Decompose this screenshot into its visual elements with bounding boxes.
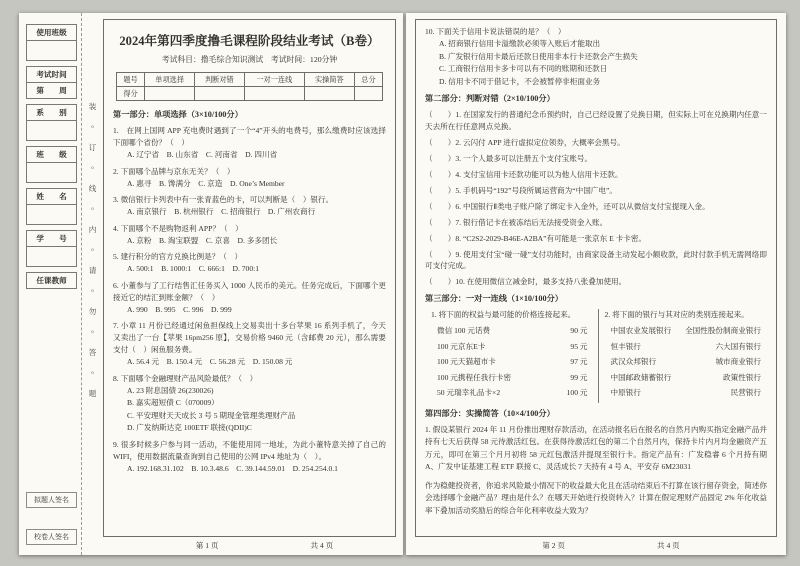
page-number: 第 1 页	[195, 540, 219, 550]
page1-footer	[103, 537, 396, 553]
judge-item-text: 6. 中国银行Ⅱ类电子账户除了绑定卡入金外，还可以从微信支付宝提现入金。	[455, 201, 710, 211]
question-option-a: A. 招商银行信用卡溢缴款必须等入账后才能取出	[439, 39, 601, 48]
page1-content-frame	[103, 19, 396, 537]
match-left: 中国农业发展银行	[610, 326, 672, 335]
judge-item-5	[425, 185, 767, 197]
matching-row	[605, 356, 764, 367]
matching-row	[431, 341, 590, 352]
matching-row	[605, 341, 764, 352]
score-header-cell: 单项选择	[145, 73, 195, 87]
question-option-c: C. 平安理财天天成长 3 号 5 期现金管理类理财产品	[127, 410, 296, 420]
judge-item-text: 1. 在国家发行的普通纪念币预约时，自己已经设置了兑换日期，但实际上可在兑换期内任意一天去所在行任意网点兑换。	[425, 110, 768, 131]
question-option-d: D. 广发纳斯达克 100ETF 联接(QDII)C	[127, 423, 252, 432]
question-3	[113, 194, 386, 219]
question-options: A. 500:1 B. 1000:1 C. 666:1 D. 700:1	[127, 264, 260, 273]
matching-block-1	[425, 309, 599, 403]
matching-row	[605, 387, 764, 398]
answer-blank: （ ）	[425, 217, 456, 227]
exam-page-1	[19, 13, 403, 555]
judge-item-text: 9. 使用支付宝“碰一碰”支付功能时，由商家设备主动发起小额收款，此时付款手机无需网络即可支付完成。	[425, 249, 767, 270]
page2-footer	[415, 537, 777, 553]
match-left: 50 元瑞幸礼品卡×2	[437, 388, 501, 397]
score-empty-cell	[145, 87, 195, 101]
question-stem: 6. 小董参与了工行结售汇任务买入 1000 人民币的美元。任务完成后，下面哪个更接近它的结汇到账金额？（ ）	[113, 280, 386, 302]
match-left: 中国邮政储蓄银行	[610, 372, 672, 382]
binding-separator: o	[91, 124, 94, 130]
match-left: 100 元天猫超市卡	[437, 357, 496, 366]
match-left: 100 元携程任我行卡密	[437, 372, 512, 382]
short-answer-question: 1. 假设某银行 2024 年 11 月份推出理财存款活动，在活动报名后在报名的自然月内购买指定金融产品并持有七天后获得 58 元待激活红包。在获得待激活红包的第二个自然月内，保持卡片内月均金融资产五万元，即可在第三个月月初将 58 元红包激活并提现至银行卡。指定产品有：广发稳睿 6 个月持有期 A、广发中证基建工程 ETF 联接 C、灵活成长 7 天持有 4 号 A、平安存 6M23031	[425, 424, 767, 471]
answer-blank: （ ）	[425, 233, 456, 243]
score-table-header-row	[116, 73, 383, 87]
answer-blank: （ ）	[425, 249, 456, 259]
judge-item-1	[425, 109, 767, 132]
judge-item-text: 3. 一个人最多可以注册五个支付宝账号。	[455, 153, 593, 163]
page-total: 共 4 页	[310, 540, 334, 550]
question-stem: 7. 小章 11 月份已经通过闲鱼担保线上交易卖出十多台苹果 16 系列手机了，今天又卖出了一台【苹果 16pm256 原】，交易价格 9460 元（含邮费 20 元），那么需要支付（ ）闲鱼服务费。	[113, 321, 386, 354]
binding-char: 线	[88, 184, 97, 193]
class-field	[26, 162, 77, 183]
answer-blank: （ ）	[425, 169, 456, 179]
binding-separator: o	[91, 370, 94, 376]
question-5	[113, 251, 386, 276]
answer-blank: （ ）	[425, 110, 456, 119]
exam-subtitle: 考试科目：撸毛综合知识测试 考试时间：120分钟	[161, 55, 338, 64]
matching-row	[431, 387, 590, 398]
answer-blank: （ ）	[425, 277, 456, 286]
answer-blank: （ ）	[425, 201, 456, 211]
binding-separator: o	[91, 165, 94, 171]
question-option-a: A. 23 附息国债 26(230026)	[127, 385, 214, 395]
question-options: A. 192.168.31.102 B. 10.3.48.6 C. 39.144.59.01 D. 254.254.0.1	[127, 463, 338, 473]
binding-char: 订	[88, 143, 97, 152]
binding-char: 勿	[88, 307, 97, 316]
short-answer-question-continued: 作为稳健投资者，你追求风险最小情况下的收益最大化且在活动结束后不打算在该行留存资金，简述你会选择哪个金融产品？理由是什么？在哪天开始进行投资转入？计算在假定理财产品固定 2% 年化收益率下叠加活动奖励后的综合年化利率收益大致为？	[425, 480, 767, 515]
department-label: 系 别	[26, 104, 77, 121]
score-table-score-row	[116, 87, 383, 101]
binding-separator: o	[91, 329, 94, 335]
question-setter-sign-label: 拟题人签名	[26, 492, 77, 508]
part4-heading: 第四部分：实操简答（10×4/100分）	[425, 408, 555, 418]
page2-content-frame	[415, 19, 777, 537]
question-options: A. 辽宁省 B. 山东省 C. 河南省 D. 四川省	[127, 150, 278, 159]
matching-row	[605, 325, 764, 336]
match-right: 全国性股份制商业银行	[685, 326, 761, 335]
question-stem: 4. 下面哪个不是购物返利 APP？（ ）	[113, 223, 243, 233]
binding-separator: o	[91, 247, 94, 253]
match-right: 90 元	[570, 326, 588, 335]
score-header-cell: 题号	[116, 73, 145, 87]
judge-item-text: 7. 银行借记卡在被冻结后无法接受资金入账。	[455, 217, 608, 227]
question-options: A. 京粉 B. 淘宝联盟 C. 京喜 D. 多多团长	[127, 235, 278, 245]
judge-item-2	[425, 137, 767, 149]
question-option-b: B. 广发银行信用卡最后还款日使用非本行卡还款会产生损失	[439, 51, 638, 61]
match-right: 政策性银行	[723, 372, 761, 382]
question-stem: 8. 下面哪个金融理财产品风险最低？（ ）	[113, 373, 258, 383]
judge-item-text: 5. 手机码号“192”号段所属运营商为“中国广电”。	[455, 185, 617, 195]
score-header-cell: 实操简答	[304, 73, 354, 87]
binding-separator: o	[91, 288, 94, 294]
score-header-cell: 判断对错	[194, 73, 244, 87]
question-option-b: B. 嘉实超短债 C（070009）	[127, 398, 219, 407]
department-field	[26, 120, 77, 141]
score-empty-cell	[194, 87, 244, 101]
question-stem: 9. 很多时候多户参与同一活动，不能使用同一地址，为此小董特意关掉了自己的 WIFI，使用数据流量查询到自己使用的公网 IPv4 地址为（ ）。	[113, 439, 386, 461]
judge-item-text: 8. “C2S2-2029-B46E-A2BA”有可能是一张京东 E 卡卡密。	[455, 233, 647, 243]
question-9	[113, 439, 386, 476]
judge-item-3	[425, 153, 767, 165]
question-stem: 1. 在网上国网 APP 充电费时遇到了一个“4”开头的电费号，那么缴费时应该选择下面哪个省份？（ ）	[113, 126, 386, 147]
judge-item-text: 10. 在使用微信立减金时，最多支持八张叠加使用。	[455, 277, 627, 286]
part3-heading: 第三部分：一对一连线（1×10/100分）	[425, 293, 563, 303]
question-option-d: D. 信用卡不同于借记卡，不会被暂停非柜面业务	[439, 76, 601, 86]
binding-line-strip	[81, 13, 103, 555]
score-header-cell: 总分	[354, 73, 383, 87]
judge-item-10	[425, 276, 767, 288]
answer-blank: （ ）	[425, 137, 456, 147]
part2-heading: 第二部分：判断对错（2×10/100分）	[425, 94, 555, 103]
question-6	[113, 280, 386, 317]
matching-block-2	[599, 309, 768, 403]
match-left: 微信 100 元话费	[437, 326, 491, 335]
student-info-sidebar	[19, 13, 81, 555]
match-right: 97 元	[570, 357, 588, 366]
match-right: 六大国有银行	[715, 341, 761, 351]
score-empty-cell	[354, 87, 383, 101]
student-no-field	[26, 246, 77, 267]
judge-item-6	[425, 201, 767, 213]
grader-sign-label: 校卷人签名	[26, 529, 77, 545]
question-stem: 10. 下面关于信用卡说法错误的是？（ ）	[425, 27, 566, 36]
question-options: A. 990 B. 995 C. 996 D. 999	[127, 304, 232, 314]
page-number: 第 2 页	[542, 540, 565, 550]
score-empty-cell	[304, 87, 354, 101]
matching-row	[431, 356, 590, 367]
binding-char: 答	[88, 348, 97, 357]
match-right: 99 元	[570, 372, 588, 382]
match-left: 100 元京东E卡	[437, 341, 486, 351]
binding-char: 题	[88, 389, 97, 398]
student-no-label: 学 号	[26, 230, 77, 247]
question-1	[113, 125, 386, 162]
question-options: A. 惠寻 B. 馋满分 C. 京造 D. One’s Member	[127, 178, 285, 188]
exam-title: 2024年第四季度撸毛课程阶段结业考试（B卷）	[119, 34, 380, 48]
question-stem: 3. 微信银行卡列表中有一张青蓝色的卡，可以判断是（ ）银行。	[113, 195, 334, 204]
matching-row	[431, 325, 590, 336]
matching-block-title: 1. 将下面的权益与最可能的价格连接起来。	[431, 309, 576, 319]
exam-time-label: 考试时间	[26, 66, 77, 83]
binding-char: 请	[88, 266, 97, 275]
page1-content	[103, 13, 403, 555]
judge-item-7	[425, 217, 767, 229]
match-right: 100 元	[566, 388, 588, 397]
binding-separator: o	[91, 206, 94, 212]
teacher-label: 任课教师	[26, 272, 77, 289]
judge-item-4	[425, 169, 767, 181]
matching-block-title: 2. 将下面的银行与其对应的类别连接起来。	[604, 309, 749, 319]
class-label: 班 级	[26, 146, 77, 163]
score-header-cell: 一对一连线	[244, 73, 304, 87]
week-label: 第 周	[26, 82, 77, 99]
question-2	[113, 166, 386, 191]
exam-page-2	[406, 13, 786, 555]
judge-item-8	[425, 233, 767, 245]
page2-content	[406, 13, 786, 555]
answer-blank: （ ）	[425, 185, 456, 195]
use-class-field	[26, 40, 77, 61]
question-4	[113, 223, 386, 248]
score-row-label: 得分	[116, 87, 145, 101]
score-empty-cell	[244, 87, 304, 101]
matching-row	[605, 372, 764, 383]
question-8	[113, 373, 386, 435]
match-left: 恒丰银行	[610, 341, 641, 351]
name-label: 姓 名	[26, 188, 77, 205]
matching-row	[431, 372, 590, 383]
match-right: 城市商业银行	[715, 357, 761, 366]
judge-item-text: 2. 云闪付 APP 进行虚拟定位领券，大概率会黑号。	[455, 137, 625, 147]
question-7	[113, 320, 386, 369]
judge-item-9	[425, 249, 767, 272]
question-stem: 2. 下面哪个品牌与京东无关？（ ）	[113, 166, 235, 176]
binding-char: 内	[88, 225, 97, 234]
question-stem: 5. 建行积分的官方兑换比例是？（ ）	[113, 252, 243, 261]
use-class-label: 使用班级	[26, 24, 77, 41]
question-options: A. 南京银行 B. 杭州银行 C. 招商银行 D. 广州农商行	[127, 207, 316, 216]
binding-char: 装	[88, 102, 97, 111]
part1-heading: 第一部分：单项选择（3×10/100分）	[113, 110, 243, 119]
score-table	[116, 72, 384, 101]
match-right: 民营银行	[730, 388, 761, 397]
question-options: A. 56.4 元 B. 150.4 元 C. 56.28 元 D. 150.08 元	[127, 357, 293, 366]
judge-item-text: 4. 支付宝信用卡还款功能可以为他人信用卡还款。	[455, 169, 623, 179]
question-option-c: C. 工商银行信用卡多卡可以有不同的账期和还款日	[439, 64, 608, 73]
match-left: 武汉众邦银行	[610, 357, 657, 366]
matching-section	[425, 309, 767, 403]
question-10	[425, 26, 767, 88]
name-field	[26, 204, 77, 225]
answer-blank: （ ）	[425, 153, 456, 163]
match-right: 95 元	[570, 341, 588, 351]
page-total: 共 4 页	[657, 540, 680, 550]
match-left: 中原银行	[610, 388, 641, 397]
